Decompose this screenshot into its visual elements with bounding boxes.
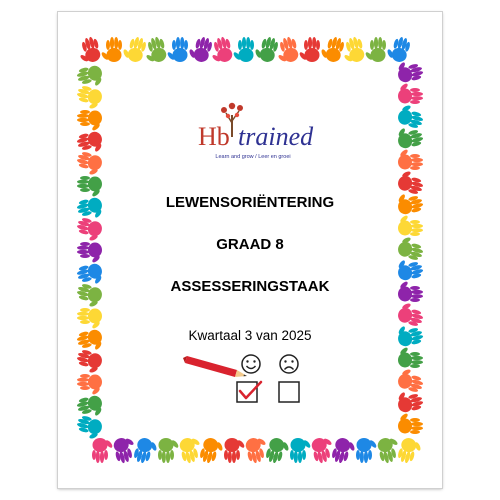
handprint-icon: [132, 436, 159, 466]
handprint-icon: [112, 435, 139, 465]
handprint-icon: [252, 34, 279, 64]
handprint-icon: [186, 34, 213, 64]
term-text: Kwartaal 3 van 2025: [188, 328, 312, 343]
handprint-icon: [158, 438, 180, 463]
handprint-icon: [398, 214, 423, 236]
handprint-icon: [339, 35, 366, 65]
handprint-icon: [395, 123, 425, 150]
handprint-icon: [376, 435, 403, 465]
handprint-icon: [396, 102, 426, 129]
logo-graphic: [188, 97, 318, 167]
handprint-icon: [198, 436, 225, 466]
handprint-icon: [74, 414, 104, 441]
logo-tagline: Learn and grow / Leer en groei: [215, 154, 291, 160]
logo-prefix: Hb: [198, 122, 230, 151]
handprint-icon: [310, 435, 337, 465]
subject-title: LEWENSORIËNTERING: [165, 194, 335, 211]
handprint-icon: [384, 34, 411, 64]
handprint-icon: [318, 34, 345, 64]
handprint-icon: [398, 412, 423, 434]
handprint-icon: [330, 436, 357, 466]
handprint-icon: [290, 438, 312, 463]
handprint-icon: [396, 300, 426, 327]
empty-box-icon: [279, 382, 299, 402]
logo: [188, 97, 318, 167]
handprint-icon: [141, 35, 168, 65]
grade-title: GRAAD 8: [216, 236, 284, 253]
handprint-icon: [364, 37, 386, 62]
handprint-icon: [75, 394, 105, 421]
handprint-icon: [75, 64, 105, 91]
handprint-icon: [77, 308, 102, 330]
handprint-icon: [224, 438, 246, 463]
sad-face-icon: [280, 355, 298, 373]
handprint-icon: [298, 37, 320, 62]
handprint-icon: [75, 130, 105, 157]
happy-face-icon: [242, 355, 260, 373]
handprint-icon: [264, 436, 291, 466]
handprint-icon: [77, 110, 102, 132]
handprint-icon: [273, 35, 300, 65]
document-page: [58, 12, 442, 488]
checked-box-icon: [237, 382, 261, 402]
handprint-icon: [396, 366, 426, 393]
handprint-icon: [74, 84, 104, 111]
handprint-icon: [92, 438, 114, 463]
task-title: ASSESSERINGSTAAK: [170, 278, 330, 295]
handprint-icon: [396, 436, 423, 466]
handprint-icon: [398, 148, 423, 170]
handprint-icon: [74, 348, 104, 375]
handprint-icon: [396, 168, 426, 195]
handprint-icon: [166, 37, 188, 62]
handprint-icon: [398, 82, 423, 104]
handprint-icon: [398, 346, 423, 368]
handprint-icon: [244, 435, 271, 465]
handprint-icon: [356, 438, 378, 463]
handprint-icon: [178, 435, 205, 465]
handprint-icon: [232, 37, 254, 62]
handprint-icon: [120, 34, 147, 64]
handprint-icon: [100, 37, 122, 62]
handprint-icon: [207, 35, 234, 65]
handprint-icon: [74, 150, 104, 177]
assessment-illustration: [183, 348, 323, 418]
handprint-icon: [77, 374, 102, 396]
logo-suffix: trained: [238, 122, 314, 151]
handprint-icon: [395, 387, 425, 414]
pencil-icon: [183, 356, 247, 377]
handprint-icon: [75, 35, 102, 65]
